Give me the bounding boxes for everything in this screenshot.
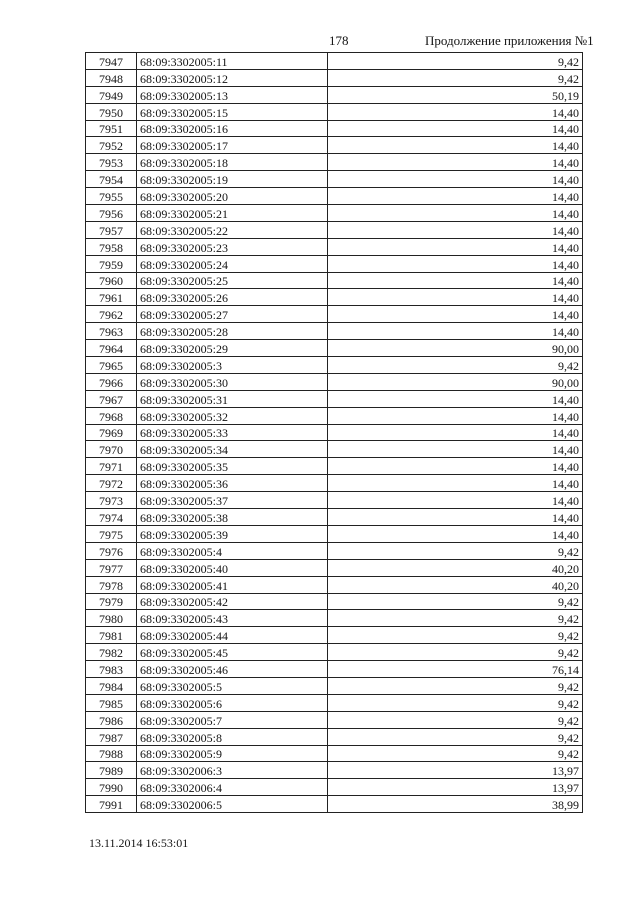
table-row [86, 475, 583, 492]
cadastral-number-cell: 68:09:3302005:43 [137, 610, 328, 627]
registry-table-body [86, 53, 583, 813]
table-row [86, 677, 583, 694]
cadastral-number-cell: 68:09:3302005:18 [137, 154, 328, 171]
cadastral-number-cell: 68:09:3302005:32 [137, 407, 328, 424]
area-value-cell: 14,40 [328, 238, 583, 255]
area-value-cell: 9,42 [328, 745, 583, 762]
row-number-cell: 7986 [86, 711, 137, 728]
area-value-cell: 9,42 [328, 728, 583, 745]
table-row [86, 542, 583, 559]
area-value-cell: 14,40 [328, 441, 583, 458]
cadastral-number-cell: 68:09:3302005:12 [137, 69, 328, 86]
row-number-cell: 7980 [86, 610, 137, 627]
table-row [86, 357, 583, 374]
area-value-cell: 14,40 [328, 475, 583, 492]
table-row [86, 289, 583, 306]
area-value-cell: 9,42 [328, 711, 583, 728]
table-row [86, 407, 583, 424]
area-value-cell: 50,19 [328, 86, 583, 103]
table-row [86, 255, 583, 272]
row-number-cell: 7981 [86, 627, 137, 644]
row-number-cell: 7979 [86, 593, 137, 610]
area-value-cell: 14,40 [328, 255, 583, 272]
cadastral-number-cell: 68:09:3302005:29 [137, 340, 328, 357]
row-number-cell: 7958 [86, 238, 137, 255]
cadastral-number-cell: 68:09:3302005:46 [137, 661, 328, 678]
cadastral-number-cell: 68:09:3302005:24 [137, 255, 328, 272]
area-value-cell: 14,40 [328, 458, 583, 475]
cadastral-number-cell: 68:09:3302005:25 [137, 272, 328, 289]
table-row [86, 525, 583, 542]
cadastral-number-cell: 68:09:3302005:23 [137, 238, 328, 255]
area-value-cell: 9,42 [328, 677, 583, 694]
table-row [86, 306, 583, 323]
table-row [86, 627, 583, 644]
area-value-cell: 9,42 [328, 357, 583, 374]
table-row [86, 171, 583, 188]
table-row [86, 492, 583, 509]
cadastral-number-cell: 68:09:3302005:45 [137, 644, 328, 661]
table-row [86, 745, 583, 762]
row-number-cell: 7949 [86, 86, 137, 103]
row-number-cell: 7988 [86, 745, 137, 762]
area-value-cell: 9,42 [328, 610, 583, 627]
cadastral-number-cell: 68:09:3302005:3 [137, 357, 328, 374]
cadastral-number-cell: 68:09:3302006:4 [137, 779, 328, 796]
area-value-cell: 40,20 [328, 576, 583, 593]
cadastral-number-cell: 68:09:3302005:33 [137, 424, 328, 441]
area-value-cell: 14,40 [328, 407, 583, 424]
table-row [86, 137, 583, 154]
table-row [86, 441, 583, 458]
area-value-cell: 14,40 [328, 205, 583, 222]
cadastral-number-cell: 68:09:3302005:40 [137, 559, 328, 576]
cadastral-number-cell: 68:09:3302005:4 [137, 542, 328, 559]
table-row [86, 593, 583, 610]
row-number-cell: 7987 [86, 728, 137, 745]
area-value-cell: 9,42 [328, 644, 583, 661]
area-value-cell: 14,40 [328, 289, 583, 306]
table-row [86, 711, 583, 728]
print-timestamp: 13.11.2014 16:53:01 [89, 836, 189, 850]
cadastral-number-cell: 68:09:3302005:44 [137, 627, 328, 644]
table-row [86, 390, 583, 407]
area-value-cell: 14,40 [328, 188, 583, 205]
table-row [86, 238, 583, 255]
cadastral-number-cell: 68:09:3302005:13 [137, 86, 328, 103]
row-number-cell: 7963 [86, 323, 137, 340]
table-row [86, 69, 583, 86]
table-row [86, 373, 583, 390]
row-number-cell: 7960 [86, 272, 137, 289]
cadastral-number-cell: 68:09:3302005:7 [137, 711, 328, 728]
cadastral-number-cell: 68:09:3302005:38 [137, 509, 328, 526]
row-number-cell: 7984 [86, 677, 137, 694]
table-row [86, 424, 583, 441]
cadastral-number-cell: 68:09:3302005:5 [137, 677, 328, 694]
area-value-cell: 14,40 [328, 509, 583, 526]
table-row [86, 796, 583, 813]
area-value-cell: 14,40 [328, 525, 583, 542]
cadastral-number-cell: 68:09:3302005:8 [137, 728, 328, 745]
area-value-cell: 14,40 [328, 154, 583, 171]
cadastral-number-cell: 68:09:3302005:36 [137, 475, 328, 492]
area-value-cell: 14,40 [328, 120, 583, 137]
row-number-cell: 7971 [86, 458, 137, 475]
area-value-cell: 40,20 [328, 559, 583, 576]
table-row [86, 340, 583, 357]
row-number-cell: 7956 [86, 205, 137, 222]
area-value-cell: 9,42 [328, 53, 583, 70]
row-number-cell: 7948 [86, 69, 137, 86]
row-number-cell: 7947 [86, 53, 137, 70]
row-number-cell: 7952 [86, 137, 137, 154]
cadastral-number-cell: 68:09:3302005:11 [137, 53, 328, 70]
area-value-cell: 14,40 [328, 390, 583, 407]
row-number-cell: 7991 [86, 796, 137, 813]
appendix-note: Продолжение приложения №1 [425, 33, 594, 48]
row-number-cell: 7969 [86, 424, 137, 441]
area-value-cell: 9,42 [328, 593, 583, 610]
area-value-cell: 13,97 [328, 779, 583, 796]
area-value-cell: 38,99 [328, 796, 583, 813]
table-row [86, 728, 583, 745]
cadastral-number-cell: 68:09:3302005:35 [137, 458, 328, 475]
table-row [86, 509, 583, 526]
table-row [86, 323, 583, 340]
cadastral-number-cell: 68:09:3302005:27 [137, 306, 328, 323]
table-row [86, 221, 583, 238]
cadastral-number-cell: 68:09:3302005:34 [137, 441, 328, 458]
area-value-cell: 14,40 [328, 492, 583, 509]
cadastral-number-cell: 68:09:3302005:26 [137, 289, 328, 306]
area-value-cell: 14,40 [328, 323, 583, 340]
area-value-cell: 14,40 [328, 103, 583, 120]
cadastral-number-cell: 68:09:3302006:5 [137, 796, 328, 813]
cadastral-number-cell: 68:09:3302005:17 [137, 137, 328, 154]
area-value-cell: 14,40 [328, 171, 583, 188]
table-row [86, 205, 583, 222]
table-row [86, 53, 583, 70]
table-row [86, 188, 583, 205]
table-row [86, 103, 583, 120]
row-number-cell: 7962 [86, 306, 137, 323]
row-number-cell: 7951 [86, 120, 137, 137]
area-value-cell: 9,42 [328, 694, 583, 711]
cadastral-number-cell: 68:09:3302006:3 [137, 762, 328, 779]
area-value-cell: 76,14 [328, 661, 583, 678]
area-value-cell: 13,97 [328, 762, 583, 779]
page-number: 178 [329, 33, 349, 48]
row-number-cell: 7990 [86, 779, 137, 796]
area-value-cell: 14,40 [328, 137, 583, 154]
row-number-cell: 7976 [86, 542, 137, 559]
area-value-cell: 90,00 [328, 340, 583, 357]
row-number-cell: 7978 [86, 576, 137, 593]
row-number-cell: 7982 [86, 644, 137, 661]
row-number-cell: 7974 [86, 509, 137, 526]
row-number-cell: 7985 [86, 694, 137, 711]
cadastral-number-cell: 68:09:3302005:15 [137, 103, 328, 120]
cadastral-number-cell: 68:09:3302005:41 [137, 576, 328, 593]
row-number-cell: 7975 [86, 525, 137, 542]
table-row [86, 694, 583, 711]
registry-table [85, 52, 583, 813]
row-number-cell: 7966 [86, 373, 137, 390]
table-row [86, 458, 583, 475]
row-number-cell: 7972 [86, 475, 137, 492]
cadastral-number-cell: 68:09:3302005:39 [137, 525, 328, 542]
row-number-cell: 7967 [86, 390, 137, 407]
cadastral-number-cell: 68:09:3302005:31 [137, 390, 328, 407]
row-number-cell: 7953 [86, 154, 137, 171]
cadastral-number-cell: 68:09:3302005:28 [137, 323, 328, 340]
area-value-cell: 14,40 [328, 424, 583, 441]
row-number-cell: 7973 [86, 492, 137, 509]
row-number-cell: 7961 [86, 289, 137, 306]
cadastral-number-cell: 68:09:3302005:21 [137, 205, 328, 222]
cadastral-number-cell: 68:09:3302005:37 [137, 492, 328, 509]
table-row [86, 779, 583, 796]
row-number-cell: 7983 [86, 661, 137, 678]
table-row [86, 644, 583, 661]
table-row [86, 272, 583, 289]
area-value-cell: 90,00 [328, 373, 583, 390]
row-number-cell: 7964 [86, 340, 137, 357]
table-row [86, 576, 583, 593]
row-number-cell: 7957 [86, 221, 137, 238]
area-value-cell: 14,40 [328, 272, 583, 289]
cadastral-number-cell: 68:09:3302005:22 [137, 221, 328, 238]
table-row [86, 120, 583, 137]
area-value-cell: 14,40 [328, 306, 583, 323]
cadastral-number-cell: 68:09:3302005:20 [137, 188, 328, 205]
table-row [86, 661, 583, 678]
table-row [86, 154, 583, 171]
area-value-cell: 9,42 [328, 542, 583, 559]
row-number-cell: 7989 [86, 762, 137, 779]
row-number-cell: 7954 [86, 171, 137, 188]
area-value-cell: 14,40 [328, 221, 583, 238]
cadastral-number-cell: 68:09:3302005:19 [137, 171, 328, 188]
table-row [86, 610, 583, 627]
row-number-cell: 7965 [86, 357, 137, 374]
row-number-cell: 7970 [86, 441, 137, 458]
table-row [86, 86, 583, 103]
row-number-cell: 7959 [86, 255, 137, 272]
area-value-cell: 9,42 [328, 69, 583, 86]
cadastral-number-cell: 68:09:3302005:16 [137, 120, 328, 137]
table-row [86, 762, 583, 779]
area-value-cell: 9,42 [328, 627, 583, 644]
cadastral-number-cell: 68:09:3302005:6 [137, 694, 328, 711]
cadastral-number-cell: 68:09:3302005:42 [137, 593, 328, 610]
row-number-cell: 7955 [86, 188, 137, 205]
table-row [86, 559, 583, 576]
cadastral-number-cell: 68:09:3302005:9 [137, 745, 328, 762]
row-number-cell: 7977 [86, 559, 137, 576]
row-number-cell: 7950 [86, 103, 137, 120]
row-number-cell: 7968 [86, 407, 137, 424]
cadastral-number-cell: 68:09:3302005:30 [137, 373, 328, 390]
